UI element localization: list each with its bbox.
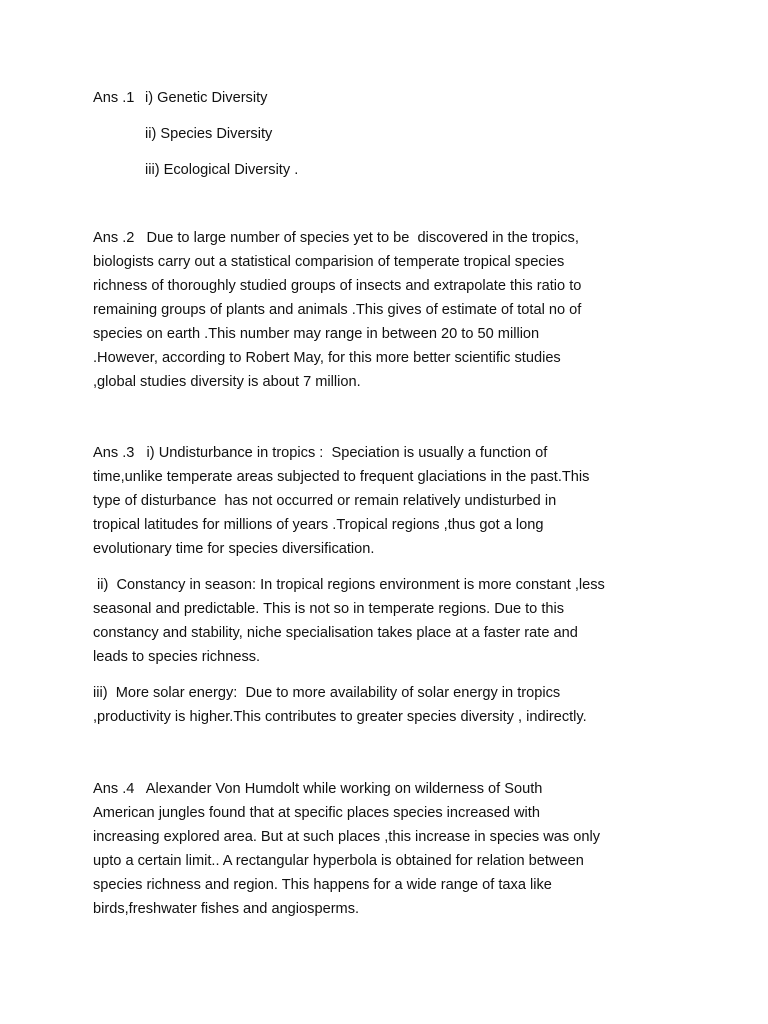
answer-1-item-3: iii) Ecological Diversity .: [145, 162, 299, 178]
answer-4-line: increasing explored area. But at such places ,this increase in species was only: [93, 829, 600, 845]
answer-3-line: tropical latitudes for millions of years .Tropical regions ,thus got a long: [93, 517, 544, 533]
answer-3-part-3-line: iii) More solar energy: Due to more availability of solar energy in tropics: [93, 685, 561, 701]
answer-2-line: ,global studies diversity is about 7 million.: [93, 374, 361, 390]
answer-2-line: richness of thoroughly studied groups of insects and extrapolate this ratio to: [93, 278, 582, 294]
answer-3-line: type of disturbance has not occurred or remain relatively undisturbed in: [93, 493, 557, 509]
answer-2-line: .However, according to Robert May, for this more better scientific studies: [93, 350, 561, 366]
answer-1-item-2: ii) Species Diversity: [145, 126, 273, 142]
answer-3-line: evolutionary time for species diversification.: [93, 541, 375, 557]
answer-1-item-1: i) Genetic Diversity: [145, 90, 268, 106]
answer-2-line: biologists carry out a statistical comparision of temperate tropical species: [93, 254, 565, 270]
answer-4-line: upto a certain limit.. A rectangular hyperbola is obtained for relation between: [93, 853, 584, 869]
answer-3-part-2-line: ii) Constancy in season: In tropical regions environment is more constant ,less: [93, 577, 605, 593]
answer-3-part-2-line: leads to species richness.: [93, 649, 261, 665]
answer-4-line: Ans .4 Alexander Von Humdolt while working on wilderness of South: [93, 781, 543, 797]
answer-1-label: Ans .1: [93, 90, 135, 106]
answer-3-part-2-line: constancy and stability, niche specialisation takes place at a faster rate and: [93, 625, 578, 641]
answer-2-line: remaining groups of plants and animals .This gives of estimate of total no of: [93, 302, 582, 318]
answer-2-line: Ans .2 Due to large number of species yet to be discovered in the tropics,: [93, 230, 579, 246]
answer-4-line: species richness and region. This happens for a wide range of taxa like: [93, 877, 552, 893]
answer-3-part-2-line: seasonal and predictable. This is not so in temperate regions. Due to this: [93, 601, 565, 617]
answer-3-part-3-line: ,productivity is higher.This contributes to greater species diversity , indirectly.: [93, 709, 587, 725]
answer-2-line: species on earth .This number may range in between 20 to 50 million: [93, 326, 540, 342]
answer-4-line: American jungles found that at specific places species increased with: [93, 805, 540, 821]
answer-4-line: birds,freshwater fishes and angiosperms.: [93, 901, 360, 917]
answer-3-line: time,unlike temperate areas subjected to frequent glaciations in the past.This: [93, 469, 590, 485]
answer-3-line: Ans .3 i) Undisturbance in tropics : Speciation is usually a function of: [93, 445, 548, 461]
